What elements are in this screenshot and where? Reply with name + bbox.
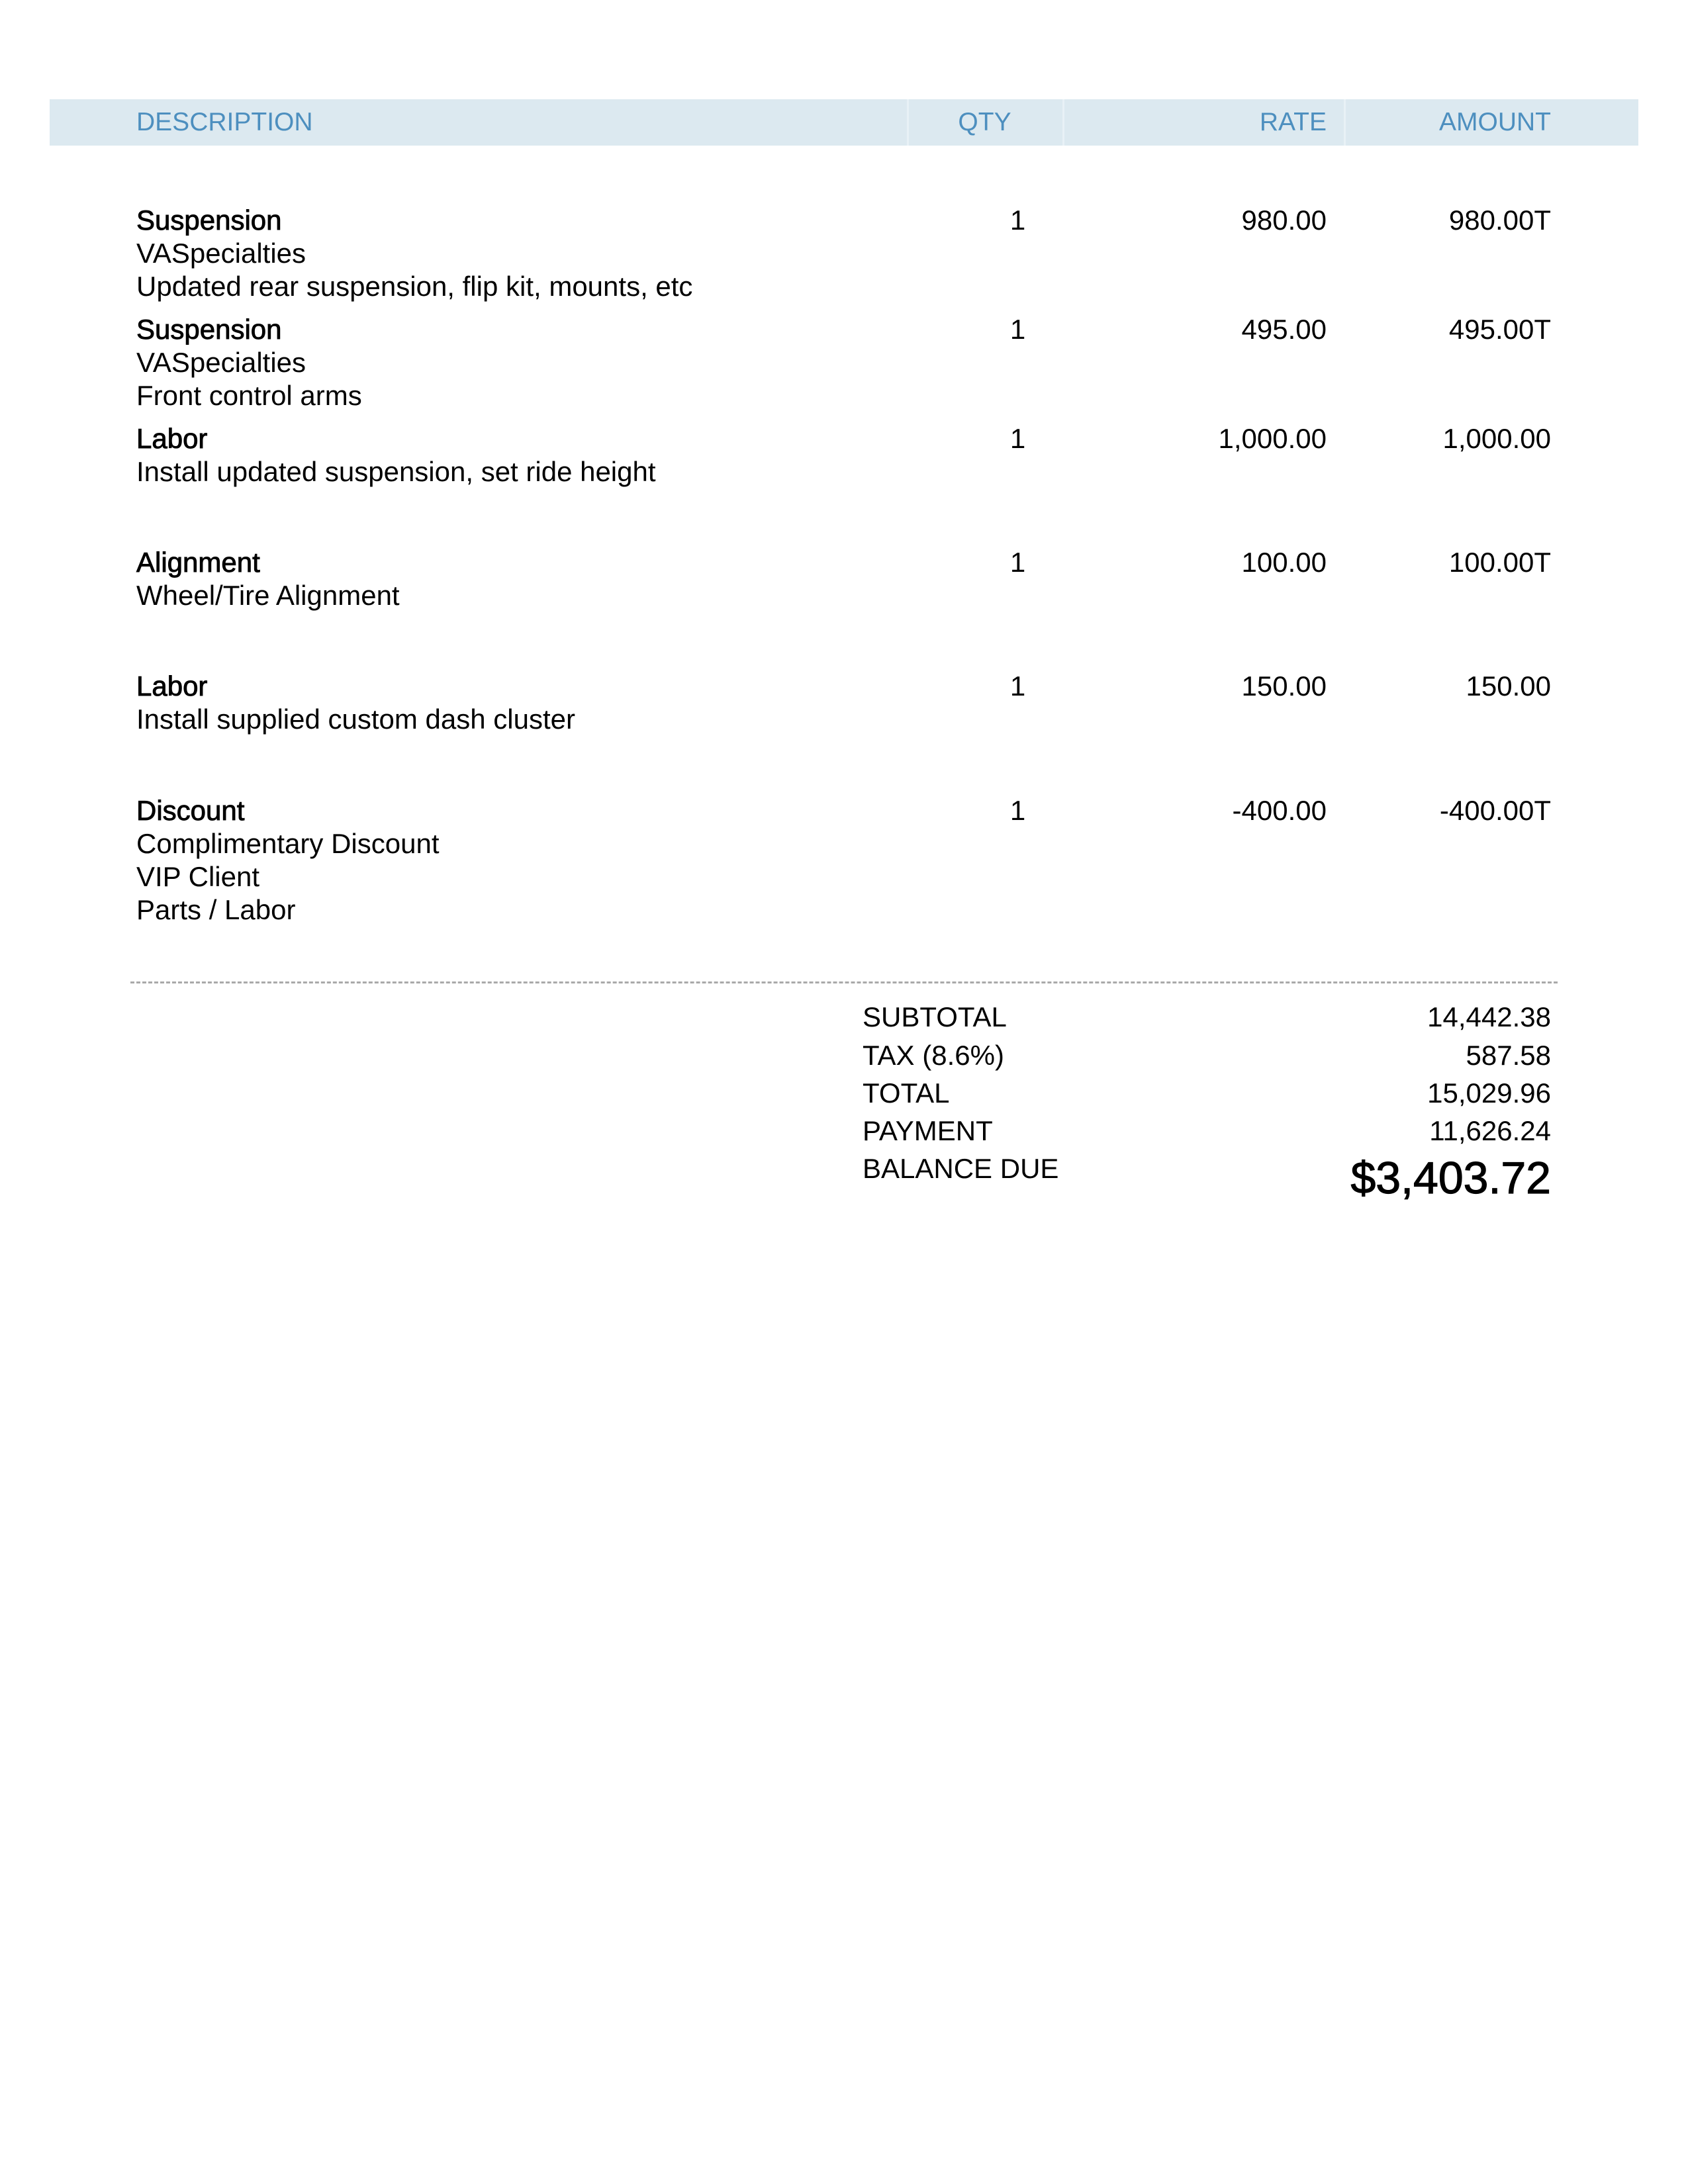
- item-rate: -400.00: [1232, 795, 1327, 826]
- header-amount: AMOUNT: [1439, 108, 1551, 136]
- item-description: [136, 794, 964, 927]
- balance-due-label: BALANCE DUE: [863, 1153, 1059, 1184]
- item-rate: 150.00: [1241, 670, 1327, 702]
- item-title: Discount: [136, 795, 245, 826]
- item-description: [136, 313, 964, 412]
- totals-divider: [130, 981, 1558, 983]
- item-amount: 150.00: [1466, 670, 1551, 702]
- header-rate: RATE: [1259, 108, 1327, 136]
- header-separator: [907, 99, 909, 146]
- header-description: DESCRIPTION: [136, 108, 313, 136]
- tax-label: TAX (8.6%): [863, 1040, 1004, 1071]
- payment-label: PAYMENT: [863, 1115, 993, 1146]
- tax-value: 587.58: [1466, 1040, 1551, 1071]
- item-title: Suspension: [136, 205, 282, 236]
- item-rate: 980.00: [1241, 205, 1327, 236]
- item-qty: 1: [1009, 205, 1026, 236]
- payment-value: 11,626.24: [1429, 1115, 1551, 1146]
- item-description: [136, 546, 964, 612]
- item-title: Labor: [136, 423, 208, 454]
- item-description: [136, 422, 964, 488]
- total-value: 15,029.96: [1427, 1077, 1551, 1109]
- item-amount: 980.00T: [1448, 205, 1551, 236]
- item-detail: Wheel/Tire Alignment: [136, 580, 400, 611]
- item-rate: 1,000.00: [1218, 423, 1327, 454]
- item-description: [136, 670, 964, 736]
- item-amount: 495.00T: [1448, 314, 1551, 345]
- item-qty: 1: [1009, 547, 1026, 578]
- balance-due-value: $3,403.72: [1350, 1153, 1551, 1203]
- item-detail: Updated rear suspension, flip kit, mounts, etc: [136, 271, 693, 302]
- item-title: Labor: [136, 670, 208, 702]
- item-detail: Parts / Labor: [136, 894, 296, 925]
- item-detail: VIP Client: [136, 861, 259, 892]
- item-amount: 1,000.00: [1442, 423, 1551, 454]
- total-label: TOTAL: [863, 1077, 950, 1109]
- header-qty: QTY: [958, 108, 1011, 136]
- item-detail: Install updated suspension, set ride height: [136, 456, 656, 487]
- item-amount: 100.00T: [1448, 547, 1551, 578]
- item-qty: 1: [1009, 670, 1026, 702]
- item-amount: -400.00T: [1439, 795, 1551, 826]
- item-rate: 495.00: [1241, 314, 1327, 345]
- item-detail: VASpecialties: [136, 347, 306, 378]
- item-detail: Complimentary Discount: [136, 828, 440, 859]
- item-detail: VASpecialties: [136, 238, 306, 269]
- subtotal-label: SUBTOTAL: [863, 1001, 1007, 1032]
- subtotal-value: 14,442.38: [1427, 1001, 1551, 1032]
- item-detail: Install supplied custom dash cluster: [136, 704, 575, 735]
- item-detail: Front control arms: [136, 380, 362, 411]
- item-description: [136, 204, 964, 303]
- item-title: Suspension: [136, 314, 282, 345]
- item-qty: 1: [1009, 423, 1026, 454]
- item-rate: 100.00: [1241, 547, 1327, 578]
- item-qty: 1: [1009, 314, 1026, 345]
- item-qty: 1: [1009, 795, 1026, 826]
- header-separator: [1062, 99, 1064, 146]
- item-title: Alignment: [136, 547, 260, 578]
- header-separator: [1344, 99, 1346, 146]
